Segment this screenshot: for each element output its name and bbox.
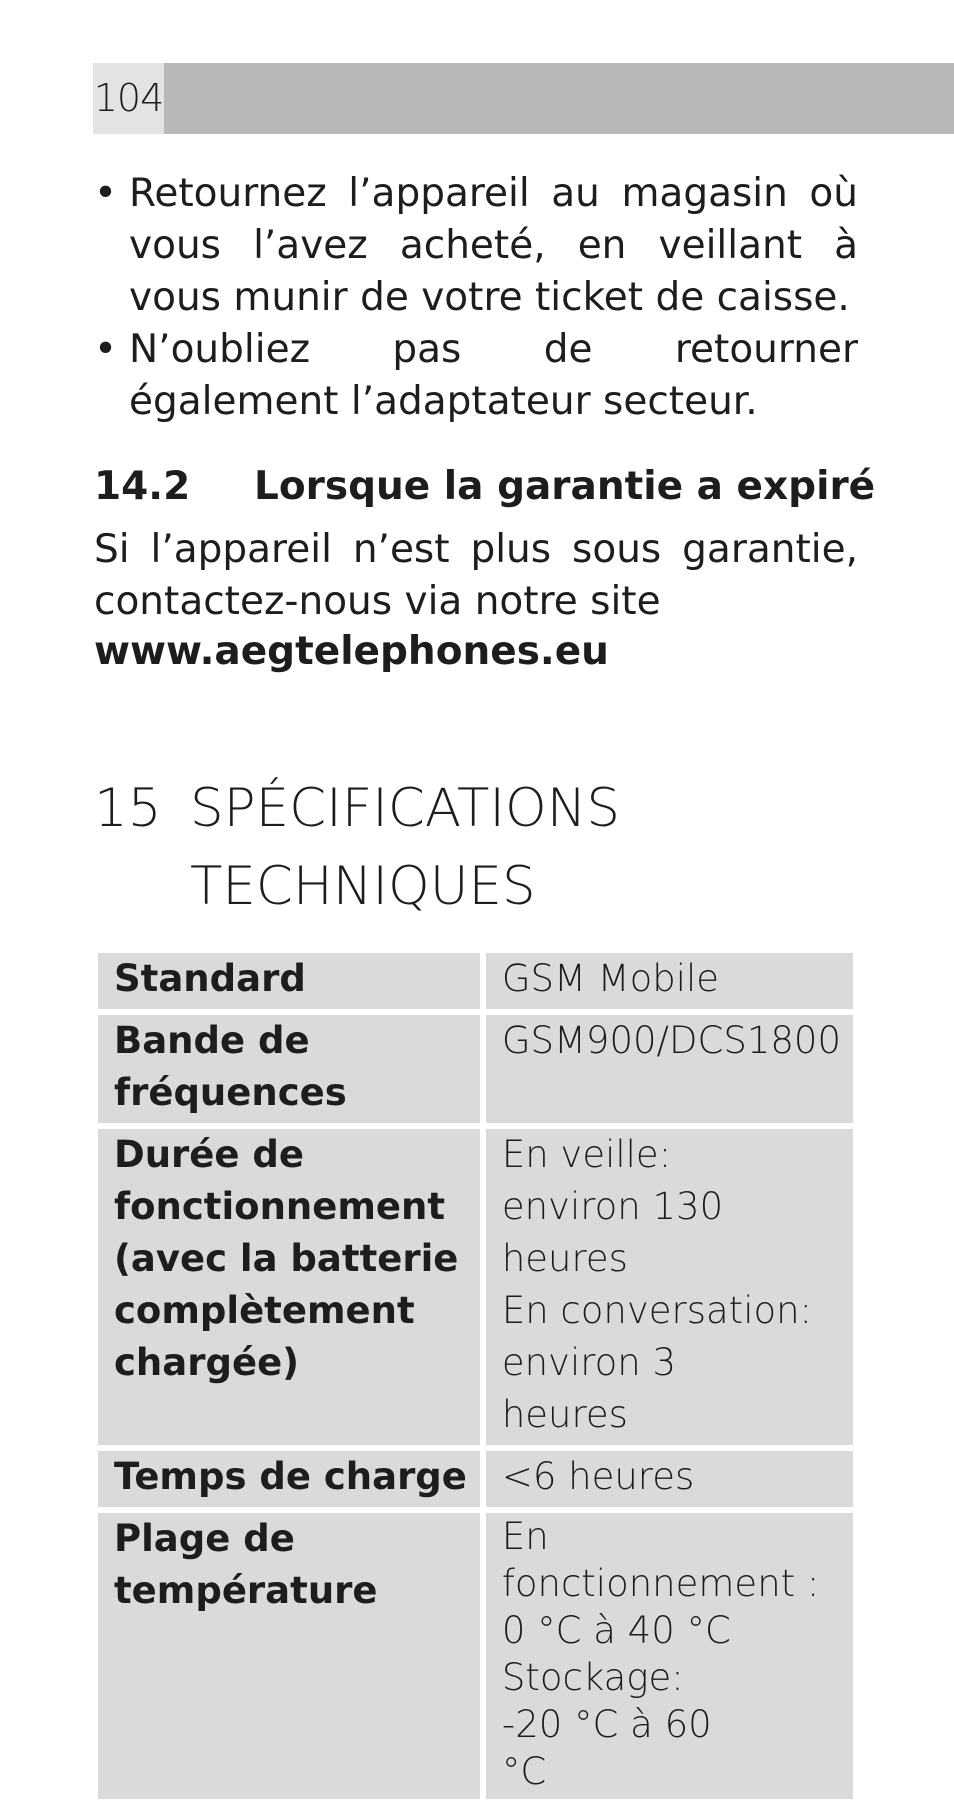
spec-value-line: Stockage: -20 °C à 60 °C	[501, 1656, 712, 1793]
bullet-icon: •	[94, 327, 118, 372]
page-header-bar	[93, 63, 954, 134]
bullet-text: Retournez l’appareil au magasin où vous l’avez acheté, en veillant à vous munir de votre ticket de caisse.	[129, 171, 858, 320]
spec-label: Durée de fonctionnement (avec la batterie complètement chargée)	[98, 1129, 486, 1445]
section-title-line: TECHNIQUES	[190, 856, 536, 917]
table-row	[98, 1451, 853, 1507]
paragraph-line: Si l’appareil n’est plus sous garantie,	[94, 527, 858, 572]
spec-value-line: En conversation: environ 3 heures	[501, 1289, 813, 1436]
spec-label: Temps de charge	[98, 1451, 486, 1507]
table-row	[98, 953, 853, 1009]
warranty-paragraph	[94, 524, 858, 628]
spec-label: Bande de fréquences	[98, 1015, 486, 1123]
bullet-icon: •	[94, 171, 118, 216]
table-row	[98, 1015, 853, 1123]
section-number: 15	[94, 778, 162, 839]
spec-value-line: En veille: environ 130 heures	[501, 1133, 724, 1280]
table-row	[98, 1129, 853, 1445]
spec-label: Plage de température	[98, 1513, 486, 1799]
subsection-number: 14.2	[94, 464, 191, 509]
list-item	[94, 168, 858, 324]
spec-value	[486, 1015, 853, 1123]
spec-value	[486, 1513, 853, 1799]
spec-value-line: GSM Mobile	[501, 957, 720, 1000]
spec-value	[486, 953, 853, 1009]
spec-value-line: <6 heures	[501, 1455, 695, 1498]
bullet-list	[94, 168, 858, 428]
page-number: 104	[93, 63, 164, 134]
subsection-title: Lorsque la garantie a expiré	[254, 464, 876, 509]
section-title-line: SPÉCIFICATIONS	[190, 778, 621, 839]
list-item	[94, 324, 858, 428]
spec-value-line: GSM900/DCS1800	[501, 1019, 841, 1062]
subsection-heading	[94, 458, 875, 516]
paragraph-line: contactez-nous via notre site	[94, 579, 661, 624]
specifications-table	[98, 947, 853, 1805]
spec-label: Standard	[98, 953, 486, 1009]
table-row	[98, 1513, 853, 1799]
website-url: www.aegtelephones.eu	[94, 629, 609, 674]
spec-value	[486, 1451, 853, 1507]
spec-value	[486, 1129, 853, 1445]
spec-value-line: En fonctionnement : 0 °C à 40 °C	[501, 1515, 820, 1652]
bullet-text: N’oubliez pas de retourner également l’adaptateur secteur.	[129, 327, 858, 424]
